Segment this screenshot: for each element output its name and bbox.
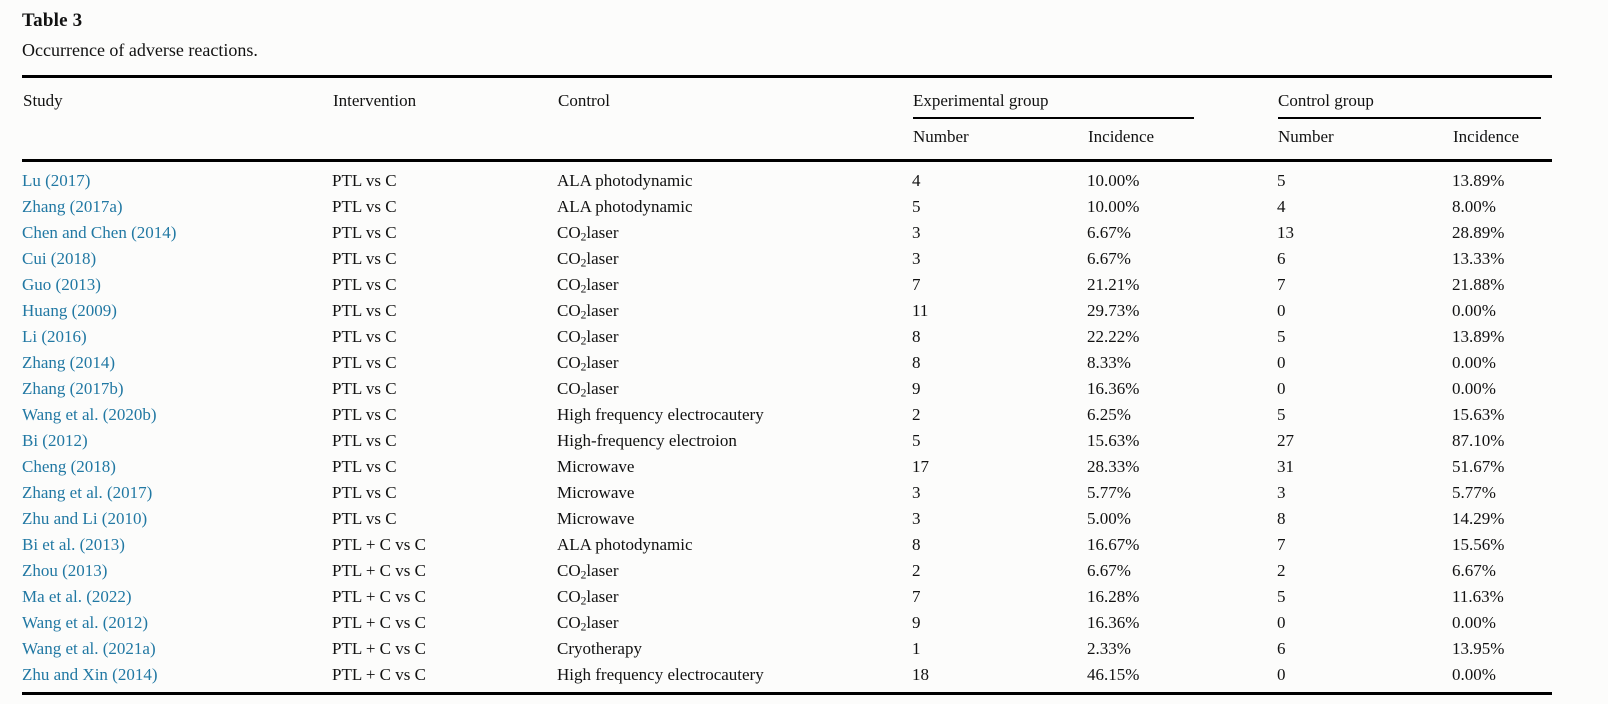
cell-ctrl-number: 13 [1277, 223, 1294, 242]
table-row [22, 246, 1552, 272]
cell-ctrl-number: 0 [1277, 301, 1286, 320]
adverse-reactions-table [22, 75, 1552, 695]
column-header-study: Study [22, 77, 332, 161]
cell-ctrl-incidence: 13.89% [1452, 327, 1505, 346]
cell-control: $CO_2laser$ [557, 327, 619, 348]
cell-exp-number: 4 [912, 171, 921, 190]
table-row [22, 324, 1552, 350]
subscript-2: 2 [580, 308, 587, 322]
cell-intervention: PTL vs C [332, 405, 397, 424]
study-citation-link[interactable]: Huang (2009) [22, 301, 117, 320]
study-citation-link[interactable]: Zhang (2017a) [22, 197, 123, 216]
cell-control: ALA photodynamic [557, 171, 693, 190]
cell-ctrl-number: 4 [1277, 197, 1286, 216]
column-group-control [1277, 77, 1552, 121]
cell-ctrl-incidence: 6.67% [1452, 561, 1496, 580]
cell-ctrl-incidence: 51.67% [1452, 457, 1505, 476]
cell-ctrl-number: 5 [1277, 587, 1286, 606]
cell-ctrl-number: 5 [1277, 171, 1286, 190]
cell-study [22, 532, 332, 558]
cell-exp-incidence: 16.67% [1087, 535, 1140, 554]
column-header-exp-number: Number [912, 120, 1087, 161]
cell-ctrl-incidence: 11.63% [1452, 587, 1504, 606]
subscript-2: 2 [580, 230, 587, 244]
study-citation-link[interactable]: Zhu and Li (2010) [22, 509, 148, 528]
cell-study [22, 610, 332, 636]
cell-ctrl-incidence: 15.56% [1452, 535, 1505, 554]
cell-study [22, 161, 332, 194]
cell-ctrl-number: 27 [1277, 431, 1294, 450]
cell-control: Microwave [557, 457, 635, 476]
table-row [22, 506, 1552, 532]
table-row [22, 480, 1552, 506]
cell-study [22, 272, 332, 298]
cell-exp-incidence: 5.77% [1087, 483, 1131, 502]
cell-study [22, 324, 332, 350]
cell-exp-incidence: 22.22% [1087, 327, 1140, 346]
table-row [22, 558, 1552, 584]
control-group-label: Control group [1278, 90, 1541, 119]
cell-intervention: PTL vs C [332, 327, 397, 346]
column-header-exp-incidence: Incidence [1087, 120, 1277, 161]
study-citation-link[interactable]: Zhang (2014) [22, 353, 116, 372]
cell-control: $CO_2laser$ [557, 223, 619, 244]
cell-exp-number: 17 [912, 457, 929, 476]
cell-exp-number: 1 [912, 639, 921, 658]
cell-exp-incidence: 28.33% [1087, 457, 1140, 476]
cell-ctrl-incidence: 5.77% [1452, 483, 1496, 502]
cell-intervention: PTL vs C [332, 431, 397, 450]
cell-exp-number: 3 [912, 249, 921, 268]
cell-ctrl-number: 0 [1277, 662, 1452, 694]
cell-study [22, 428, 332, 454]
table-header [22, 77, 1552, 161]
column-group-experimental [912, 77, 1277, 121]
cell-control: Cryotherapy [557, 639, 642, 658]
cell-ctrl-number: 6 [1277, 639, 1286, 658]
cell-exp-incidence: 16.36% [1087, 613, 1140, 632]
cell-intervention: PTL vs C [332, 301, 397, 320]
table-row [22, 298, 1552, 324]
table-row [22, 428, 1552, 454]
cell-control: $CO_2laser$ [557, 301, 619, 322]
cell-exp-number: 8 [912, 535, 921, 554]
cell-exp-number: 18 [912, 662, 1087, 694]
cell-intervention: PTL + C vs C [332, 639, 426, 658]
cell-control: $CO_2laser$ [557, 613, 619, 634]
cell-exp-incidence: 6.25% [1087, 405, 1131, 424]
study-citation-link[interactable]: Zhang (2017b) [22, 379, 124, 398]
cell-control: $CO_2laser$ [557, 561, 619, 582]
cell-ctrl-incidence: 0.00% [1452, 379, 1496, 398]
cell-exp-number: 9 [912, 613, 921, 632]
study-citation-link[interactable]: Bi (2012) [22, 431, 88, 450]
table-row [22, 272, 1552, 298]
cell-control: Microwave [557, 509, 635, 528]
cell-intervention: PTL vs C [332, 171, 397, 190]
cell-study [22, 454, 332, 480]
cell-exp-incidence: 46.15% [1087, 662, 1277, 694]
study-citation-link[interactable]: Wang et al. (2020b) [22, 405, 157, 424]
cell-control: High-frequency electroion [557, 431, 737, 450]
cell-study [22, 402, 332, 428]
table-row [22, 350, 1552, 376]
cell-study [22, 584, 332, 610]
cell-study [22, 194, 332, 220]
subscript-2: 2 [580, 256, 587, 270]
table-caption: Occurrence of adverse reactions. [22, 40, 258, 60]
cell-ctrl-incidence: 15.63% [1452, 405, 1505, 424]
cell-intervention: PTL vs C [332, 353, 397, 372]
study-citation-link[interactable]: Zhu and Xin (2014) [22, 665, 158, 684]
cell-ctrl-incidence: 21.88% [1452, 275, 1505, 294]
cell-ctrl-number: 0 [1277, 353, 1286, 372]
cell-ctrl-incidence: 87.10% [1452, 431, 1505, 450]
cell-control: High frequency electrocautery [557, 405, 764, 424]
cell-ctrl-number: 6 [1277, 249, 1286, 268]
subscript-2: 2 [580, 620, 587, 634]
column-header-intervention: Intervention [332, 77, 557, 161]
cell-ctrl-incidence: 13.89% [1452, 171, 1505, 190]
cell-study [22, 350, 332, 376]
cell-study [22, 298, 332, 324]
cell-ctrl-incidence: 0.00% [1452, 301, 1496, 320]
cell-intervention: PTL vs C [332, 509, 397, 528]
cell-study [22, 220, 332, 246]
cell-control: $CO_2laser$ [557, 587, 619, 608]
cell-study [22, 636, 332, 662]
table-row [22, 220, 1552, 246]
cell-intervention: PTL vs C [332, 249, 397, 268]
cell-control: $CO_2laser$ [557, 353, 619, 374]
study-citation-link[interactable]: Bi et al. (2013) [22, 535, 125, 554]
cell-study [22, 480, 332, 506]
cell-exp-number: 8 [912, 327, 921, 346]
cell-exp-number: 11 [912, 301, 929, 320]
cell-intervention: PTL vs C [332, 275, 397, 294]
cell-exp-number: 5 [912, 431, 921, 450]
cell-ctrl-number: 7 [1277, 275, 1286, 294]
study-citation-link[interactable]: Chen and Chen (2014) [22, 223, 177, 242]
cell-ctrl-number: 31 [1277, 457, 1294, 476]
cell-exp-incidence: 15.63% [1087, 431, 1140, 450]
experimental-group-label: Experimental group [913, 90, 1194, 119]
table-row [22, 584, 1552, 610]
cell-study [22, 376, 332, 402]
study-citation-link[interactable]: Lu (2017) [22, 171, 91, 190]
cell-control: $CO_2laser$ [557, 249, 619, 270]
cell-exp-incidence: 6.67% [1087, 223, 1131, 242]
study-citation-link[interactable]: Cui (2018) [22, 249, 97, 268]
cell-ctrl-number: 5 [1277, 327, 1286, 346]
table-title: Table 3 [22, 10, 83, 31]
cell-ctrl-number: 0 [1277, 379, 1286, 398]
subscript-2: 2 [580, 334, 587, 348]
cell-exp-incidence: 5.00% [1087, 509, 1131, 528]
table-row [22, 636, 1552, 662]
cell-study [22, 506, 332, 532]
subscript-2: 2 [580, 568, 587, 582]
table-row [22, 402, 1552, 428]
subscript-2: 2 [580, 594, 587, 608]
cell-intervention: PTL + C vs C [332, 561, 426, 580]
cell-intervention: PTL vs C [332, 483, 397, 502]
cell-ctrl-number: 0 [1277, 613, 1286, 632]
cell-exp-number: 3 [912, 483, 921, 502]
cell-exp-incidence: 6.67% [1087, 249, 1131, 268]
table-row [22, 194, 1552, 220]
cell-exp-incidence: 29.73% [1087, 301, 1140, 320]
cell-exp-incidence: 16.28% [1087, 587, 1140, 606]
cell-study [22, 246, 332, 272]
cell-exp-incidence: 6.67% [1087, 561, 1131, 580]
table-row [22, 376, 1552, 402]
column-header-ctrl-number: Number [1277, 120, 1452, 161]
cell-exp-incidence: 10.00% [1087, 171, 1140, 190]
cell-ctrl-incidence: 0.00% [1452, 613, 1496, 632]
cell-ctrl-number: 3 [1277, 483, 1286, 502]
cell-intervention: PTL + C vs C [332, 587, 426, 606]
cell-intervention: PTL + C vs C [332, 662, 557, 694]
cell-exp-incidence: 2.33% [1087, 639, 1131, 658]
cell-exp-number: 3 [912, 223, 921, 242]
study-citation-link[interactable]: Guo (2013) [22, 275, 101, 294]
cell-control: ALA photodynamic [557, 535, 693, 554]
cell-exp-number: 2 [912, 405, 921, 424]
cell-ctrl-number: 5 [1277, 405, 1286, 424]
cell-intervention: PTL vs C [332, 457, 397, 476]
study-citation-link[interactable]: Li (2016) [22, 327, 87, 346]
study-citation-link[interactable]: Cheng (2018) [22, 457, 116, 476]
cell-ctrl-number: 7 [1277, 535, 1286, 554]
cell-control: $CO_2laser$ [557, 379, 619, 400]
cell-exp-incidence: 16.36% [1087, 379, 1140, 398]
cell-exp-number: 7 [912, 275, 921, 294]
cell-ctrl-incidence: 0.00% [1452, 353, 1496, 372]
cell-ctrl-number: 2 [1277, 561, 1286, 580]
cell-exp-number: 5 [912, 197, 921, 216]
table-row [22, 610, 1552, 636]
subscript-2: 2 [580, 386, 587, 400]
cell-ctrl-incidence: 13.33% [1452, 249, 1505, 268]
cell-intervention: PTL vs C [332, 223, 397, 242]
cell-control: Microwave [557, 483, 635, 502]
cell-intervention: PTL + C vs C [332, 535, 426, 554]
cell-ctrl-incidence: 14.29% [1452, 509, 1505, 528]
cell-study [22, 662, 332, 694]
cell-ctrl-number: 8 [1277, 509, 1286, 528]
cell-intervention: PTL + C vs C [332, 613, 426, 632]
study-citation-link[interactable]: Zhou (2013) [22, 561, 108, 580]
cell-exp-number: 7 [912, 587, 921, 606]
cell-exp-incidence: 8.33% [1087, 353, 1131, 372]
cell-control: ALA photodynamic [557, 197, 693, 216]
study-citation-link[interactable]: Zhang et al. (2017) [22, 483, 153, 502]
subscript-2: 2 [580, 360, 587, 374]
cell-intervention: PTL vs C [332, 379, 397, 398]
table-row [22, 662, 1552, 694]
cell-control: High frequency electrocautery [557, 662, 912, 694]
study-citation-link[interactable]: Ma et al. (2022) [22, 587, 132, 606]
cell-exp-number: 9 [912, 379, 921, 398]
table-row [22, 454, 1552, 480]
cell-ctrl-incidence: 0.00% [1452, 662, 1552, 694]
cell-exp-incidence: 10.00% [1087, 197, 1140, 216]
cell-exp-number: 8 [912, 353, 921, 372]
table-row [22, 161, 1552, 194]
cell-control: $CO_2laser$ [557, 275, 619, 296]
cell-ctrl-incidence: 28.89% [1452, 223, 1505, 242]
cell-study [22, 558, 332, 584]
cell-ctrl-incidence: 13.95% [1452, 639, 1505, 658]
column-header-ctrl-incidence: Incidence [1452, 120, 1552, 161]
study-citation-link[interactable]: Wang et al. (2021a) [22, 639, 156, 658]
cell-exp-incidence: 21.21% [1087, 275, 1140, 294]
study-citation-link[interactable]: Wang et al. (2012) [22, 613, 149, 632]
column-header-control: Control [557, 77, 912, 161]
cell-intervention: PTL vs C [332, 197, 397, 216]
table-row [22, 532, 1552, 558]
subscript-2: 2 [580, 282, 587, 296]
table-body [22, 161, 1552, 694]
cell-exp-number: 3 [912, 509, 921, 528]
cell-ctrl-incidence: 8.00% [1452, 197, 1496, 216]
cell-exp-number: 2 [912, 561, 921, 580]
